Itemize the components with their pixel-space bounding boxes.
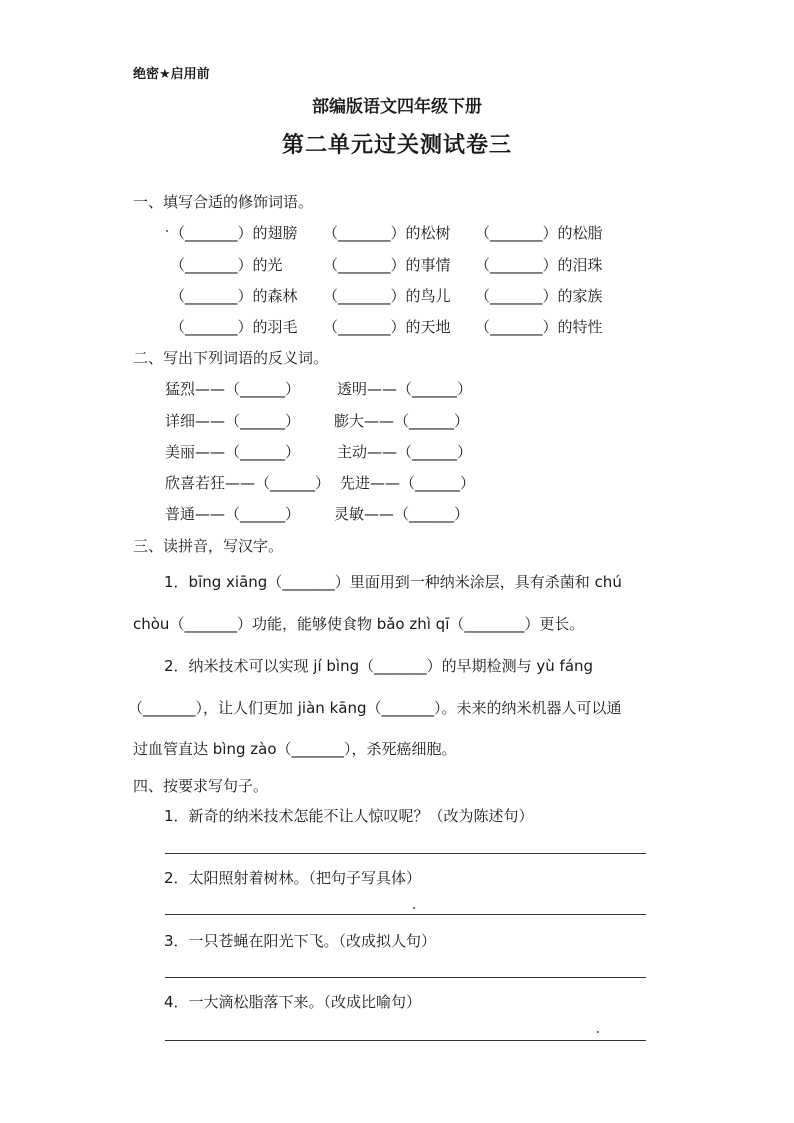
antonym-item: 详细——（______） (165, 412, 301, 430)
document-subtitle: 部编版语文四年级下册 (312, 97, 482, 117)
sentence-task: 4．一大滴松脂落下来。（改成比喻句） (164, 993, 422, 1011)
answer-line (165, 914, 646, 915)
modifier-item: （_______）的羽毛 (170, 318, 298, 336)
section-4-heading: 四、按要求写句子。 (133, 777, 269, 795)
pinyin-line: （_______），让人们更加 jiàn kāng（_______）。未来的纳米机器人可以通 (128, 699, 622, 717)
modifier-item: （_______）的松脂 (475, 224, 603, 242)
sentence-task: 3．一只苍蝇在阳光下飞。（改成拟人句） (164, 932, 437, 950)
modifier-item: （_______）的翅膀 (170, 224, 298, 242)
pinyin-line: 过血管直达 bìng zào（_______），杀死癌细胞。 (133, 740, 457, 758)
sentence-task: 2．太阳照射着树林。（把句子写具体） (164, 869, 422, 887)
pinyin-line: chòu（_______）功能，能够使食物 bǎo zhì qī（________）更长。 (133, 615, 585, 633)
modifier-item: （_______）的事情 (323, 256, 451, 274)
antonym-item: 透明——（______） (337, 380, 473, 398)
answer-line (165, 853, 646, 854)
answer-line (165, 1040, 646, 1041)
antonym-item: 普通——（______） (165, 505, 301, 523)
modifier-item: （_______）的松树 (323, 224, 451, 242)
confidential-label: 绝密★启用前 (133, 67, 210, 82)
modifier-item: （_______）的泪珠 (475, 256, 603, 274)
modifier-item: （_______）的家族 (475, 287, 603, 305)
antonym-item: 灵敏——（______） (334, 505, 470, 523)
modifier-item: （_______）的天地 (323, 318, 451, 336)
modifier-item: （_______）的森林 (170, 287, 298, 305)
modifier-item: （_______）的鸟儿 (323, 287, 451, 305)
antonym-item: 先进——（______） (340, 474, 476, 492)
antonym-item: 猛烈——（______） (165, 380, 301, 398)
answer-line (165, 977, 646, 978)
modifier-item: （_______）的光 (170, 256, 283, 274)
pinyin-line: 2．纳米技术可以实现 jí bìng（_______）的早期检测与 yù fáng (164, 657, 594, 675)
document-title: 第二单元过关测试卷三 (281, 132, 512, 158)
sentence-task: 1．新奇的纳米技术怎能不让人惊叹呢？（改为陈述句） (164, 807, 534, 825)
section-2-heading: 二、写出下列词语的反义词。 (133, 349, 329, 367)
antonym-item: 美丽——（______） (165, 443, 301, 461)
section-3-heading: 三、读拼音，写汉字。 (133, 537, 284, 555)
stray-mark (413, 907, 415, 909)
modifier-item: （_______）的特性 (475, 318, 603, 336)
stray-mark (597, 1031, 599, 1033)
pinyin-line: 1．bīng xiāng（_______）里面用到一种纳米涂层，具有杀菌和 chú (164, 573, 622, 591)
antonym-item: 膨大——（______） (334, 412, 470, 430)
antonym-item: 主动——（______） (337, 443, 473, 461)
stray-mark (166, 230, 168, 232)
antonym-item: 欣喜若狂——（______） (165, 474, 331, 492)
section-1-heading: 一、填写合适的修饰词语。 (133, 193, 314, 211)
